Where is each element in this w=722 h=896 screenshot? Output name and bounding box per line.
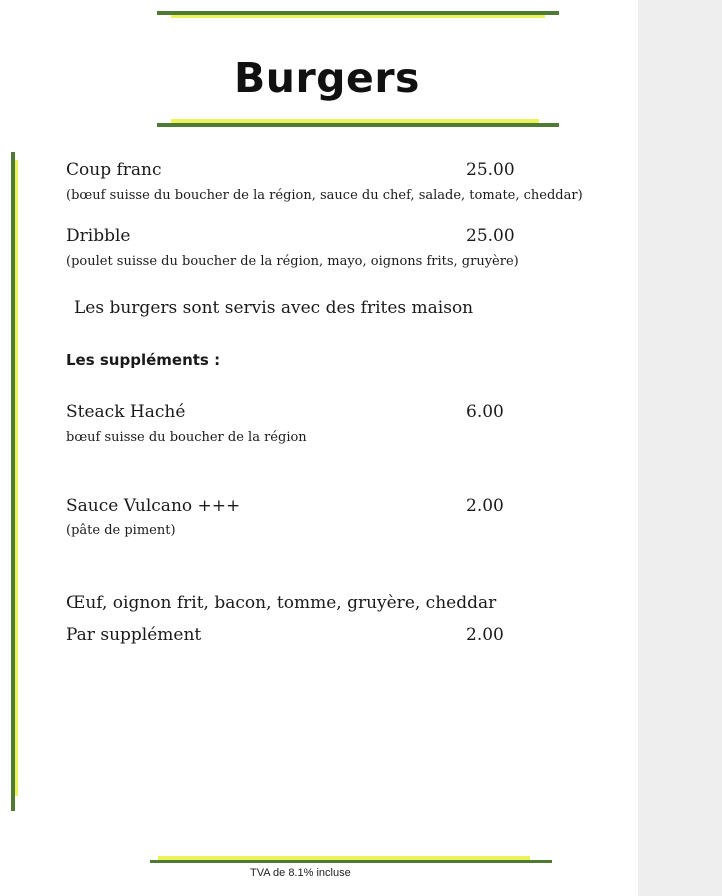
menu-item-name: Coup franc [66,160,162,180]
supplement-description: bœuf suisse du boucher de la région [66,430,307,445]
supplement-name: Sauce Vulcano +++ [66,496,241,516]
menu-item-price: 25.00 [466,160,515,180]
menu-item-price: 25.00 [466,226,515,246]
supplement-price: 6.00 [466,402,504,422]
menu-item-name: Dribble [66,226,131,246]
menu-item-description: (bœuf suisse du boucher de la région, sauce du chef, salade, tomate, cheddar) [66,188,583,203]
extras-label: Par supplément [66,625,202,645]
extras-price: 2.00 [466,625,504,645]
supplement-name: Steack Haché [66,402,186,422]
supplement-description: (pâte de piment) [66,523,176,538]
vat-footer-note: TVA de 8.1% incluse [250,867,351,879]
served-with-fries-note: Les burgers sont servis avec des frites maison [74,298,474,318]
page-title: Burgers [234,54,420,102]
supplement-price: 2.00 [466,496,504,516]
extras-list: Œuf, oignon frit, bacon, tomme, gruyère, cheddar [66,593,497,613]
menu-item-description: (poulet suisse du boucher de la région, mayo, oignons frits, gruyère) [66,254,519,269]
bottom-decorative-rule [150,856,552,861]
top-decorative-rule [157,11,559,16]
title-underline-rule [157,119,559,124]
left-vertical-highlight [15,160,18,796]
supplements-heading: Les suppléments : [66,351,221,369]
